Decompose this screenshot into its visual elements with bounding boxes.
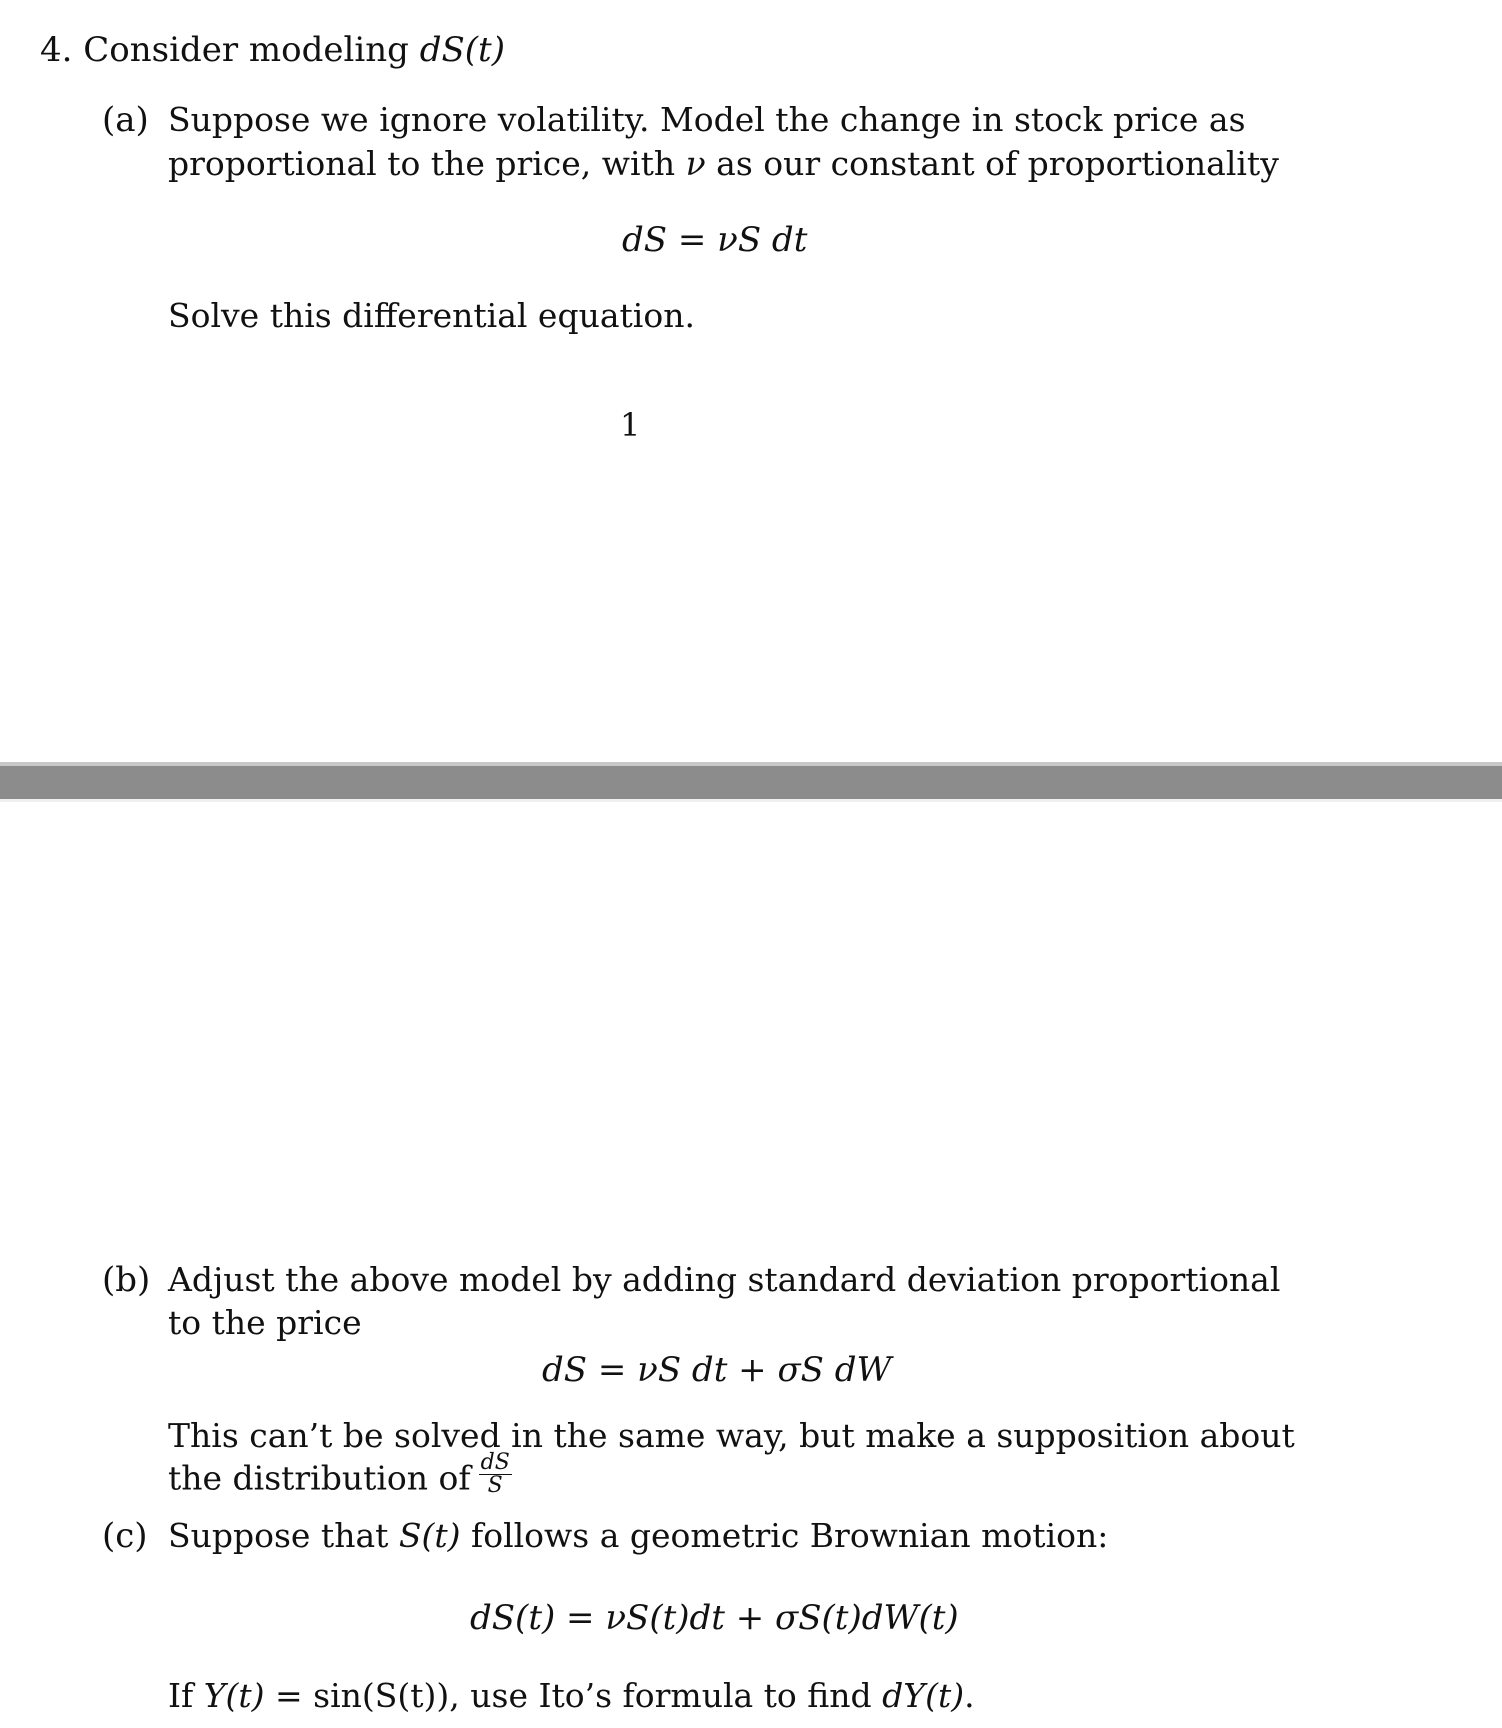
part-c-line-1 (168, 1516, 1108, 1556)
part-b-line-4-text: the distribution of (168, 1458, 471, 1498)
part-c-line-1-post: follows a geometric Brownian motion: (460, 1516, 1109, 1555)
final-end: . (964, 1676, 975, 1715)
final-equation-text: = sin(S(t)), use Ito’s formula to find (264, 1676, 883, 1715)
fraction-numerator: dS (480, 1450, 510, 1475)
page-divider (0, 762, 1502, 802)
part-a-label: (a) (102, 100, 149, 140)
part-a-equation: dS = νS dt (622, 220, 808, 260)
part-c-final-line (168, 1676, 975, 1716)
part-a-line-2-post: as our constant of proportionality (705, 144, 1279, 183)
part-c-line-1-math: S(t) (398, 1516, 461, 1555)
part-b-line-4 (168, 1450, 512, 1503)
part-c-equation: dS(t) = νS(t)dt + σS(t)dW(t) (470, 1598, 959, 1638)
part-a-line-2 (168, 144, 1279, 184)
problem-title-text: Consider modeling (83, 30, 420, 70)
part-c-line-1-pre: Suppose that (168, 1516, 399, 1555)
part-b-label: (b) (102, 1260, 151, 1300)
document-page-2 (0, 802, 1502, 1728)
final-math: Y(t) (203, 1676, 265, 1715)
part-a-line-2-pre: proportional to the price, with (168, 144, 686, 183)
fraction-denominator: S (487, 1473, 503, 1498)
problem-number: 4. (40, 30, 73, 70)
part-b-line-3: This can’t be solved in the same way, but make a supposition about (168, 1416, 1295, 1455)
final-pre: If (168, 1676, 204, 1715)
problem-title-math: dS(t) (419, 30, 505, 70)
part-a-instruction: Solve this differential equation. (168, 296, 695, 335)
part-b-line-1: Adjust the above model by adding standard deviation proportional (168, 1260, 1281, 1299)
final-target: dY(t) (882, 1676, 965, 1715)
nu-symbol: ν (685, 144, 706, 183)
part-a-line-1: Suppose we ignore volatility. Model the change in stock price as (168, 100, 1246, 139)
problem-heading (40, 30, 505, 70)
document-page-1 (0, 0, 1502, 762)
part-c-label: (c) (102, 1516, 148, 1556)
page-number: 1 (620, 406, 641, 444)
part-b-equation: dS = νS dt + σS dW (542, 1350, 892, 1390)
part-b-line-2: to the price (168, 1303, 362, 1342)
ds-over-s-fraction (479, 1452, 512, 1497)
